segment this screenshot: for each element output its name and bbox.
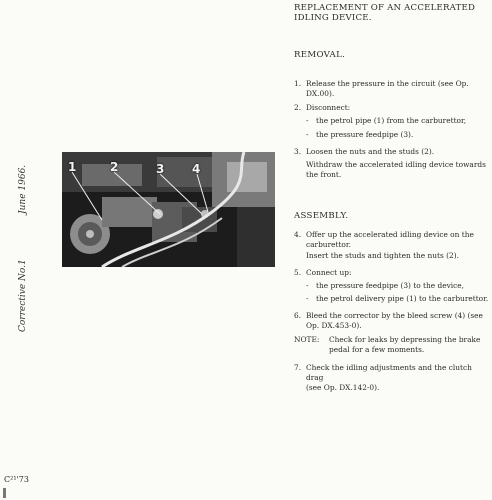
step-text: Check the idling adjustments and the clutch drag xyxy=(306,363,472,382)
step-6 xyxy=(294,311,488,331)
step-number: 2. xyxy=(294,103,302,112)
step-number: 5. xyxy=(294,268,302,277)
engine-photo-illustration xyxy=(62,152,275,267)
step-text-cont: DX.00). xyxy=(306,89,335,98)
step-1 xyxy=(294,79,488,99)
step-text: Disconnect: xyxy=(306,103,351,112)
step-text: Offer up the accelerated idling device on the xyxy=(306,230,474,239)
list-item: - the petrol delivery pipe (1) to the carburettor. xyxy=(306,294,489,303)
step-number: 3. xyxy=(294,147,302,156)
note-label: NOTE: xyxy=(294,335,320,344)
date-note: June 1966. xyxy=(18,164,28,214)
corrective-note: Corrective No.1 xyxy=(18,259,28,332)
step-3 xyxy=(294,147,488,157)
step-text: Bleed the corrector by the bleed screw (4) (see xyxy=(306,311,483,320)
step-3-sub: Withdraw the accelerated idling device towards the front. xyxy=(306,160,486,179)
step-text-cont: Op. DX.453-0). xyxy=(306,321,362,330)
step-7 xyxy=(294,363,488,393)
step-text-cont: carburettor. xyxy=(306,240,351,249)
list-item: - the pressure feedpipe (3). xyxy=(306,130,414,139)
step-4 xyxy=(294,230,488,250)
step-text: Connect up: xyxy=(306,268,352,277)
step-text: Release the pressure in the circuit (see Op. xyxy=(306,79,469,88)
note xyxy=(294,335,488,355)
step-2 xyxy=(294,103,488,113)
step-number: 1. xyxy=(294,79,302,88)
note-line: Check for leaks by depressing the brake xyxy=(329,335,481,344)
list-item: - the petrol pipe (1) from the carburettor, xyxy=(306,116,467,125)
callout-1: 1 xyxy=(68,160,77,174)
step-number: 6. xyxy=(294,311,302,320)
callout-4: 4 xyxy=(192,162,201,176)
step-number: 7. xyxy=(294,363,302,372)
engine-photo xyxy=(62,152,275,267)
note-line: pedal for a few moments. xyxy=(329,345,425,354)
step-text: Loosen the nuts and the studs (2). xyxy=(306,147,435,156)
scan-edge-mark xyxy=(3,488,6,498)
callout-2: 2 xyxy=(110,160,119,174)
step-text-cont: (see Op. DX.142-0). xyxy=(306,383,380,392)
page-title: REPLACEMENT OF AN ACCELERATED IDLING DEVICE. xyxy=(294,3,476,23)
step-number: 4. xyxy=(294,230,302,239)
step-5 xyxy=(294,268,488,278)
footer-code: C²¹'73 xyxy=(4,475,29,484)
callout-3: 3 xyxy=(156,162,165,176)
removal-heading: REMOVAL. xyxy=(294,50,346,60)
list-item: - the pressure feedpipe (3) to the device, xyxy=(306,281,465,290)
assembly-heading: ASSEMBLY. xyxy=(294,211,349,221)
step-4-sub: Insert the studs and tighten the nuts (2). xyxy=(306,251,459,260)
